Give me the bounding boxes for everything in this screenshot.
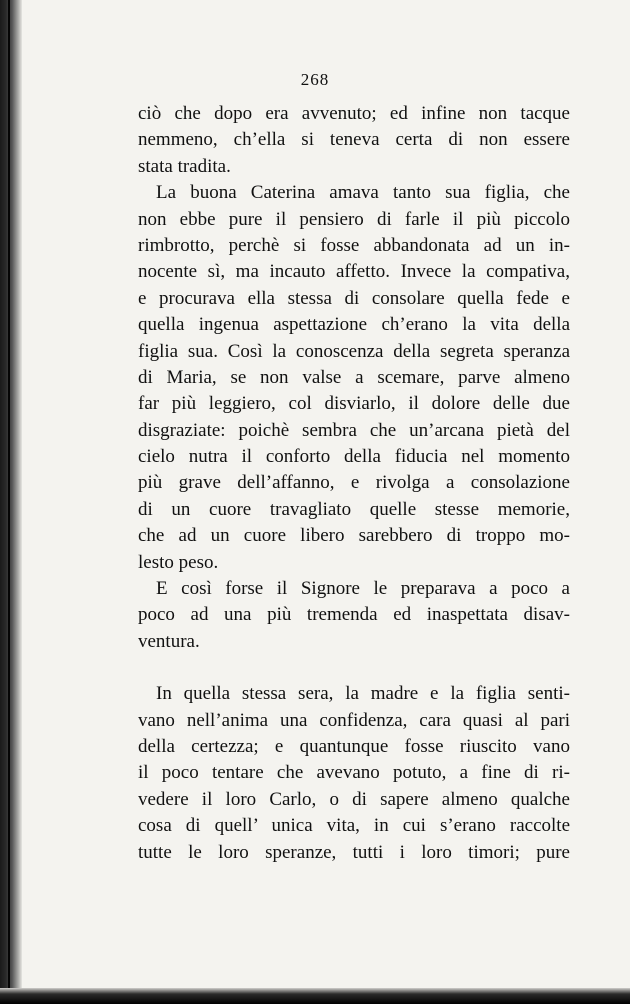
text-line: e procurava ella stessa di consolare quella fede e bbox=[138, 287, 570, 309]
text-line: di un cuore travagliato quelle stesse memorie, bbox=[138, 498, 570, 520]
paragraph bbox=[138, 576, 570, 655]
text-line: ciò che dopo era avvenuto; ed infine non tacque bbox=[138, 103, 570, 124]
text-line: vano nell’anima una confidenza, cara quasi al pari bbox=[138, 709, 570, 731]
text-line: rimbrotto, perchè si fosse abbandonata ad un in- bbox=[138, 234, 570, 256]
book-binding-shadow bbox=[0, 0, 22, 1004]
text-line: stata tradita. bbox=[138, 155, 231, 177]
paragraph bbox=[138, 101, 570, 180]
body-text bbox=[138, 101, 570, 866]
text-line: di Maria, se non valse a scemare, parve almeno bbox=[138, 366, 570, 388]
text-line: nemmeno, ch’ella si teneva certa di non essere bbox=[138, 129, 570, 151]
text-line: non ebbe pure il pensiero di farle il più piccolo bbox=[138, 208, 570, 230]
page-bottom-shadow bbox=[0, 988, 630, 1004]
text-line: La buona Caterina amava tanto sua figlia, che bbox=[156, 182, 570, 204]
binding-edge-line bbox=[8, 0, 10, 1004]
text-line: E così forse il Signore le preparava a poco a bbox=[156, 578, 570, 600]
text-line: figlia sua. Così la conoscenza della segreta speranza bbox=[138, 340, 570, 362]
text-line: far più leggiero, col disviarlo, il dolore delle due bbox=[138, 393, 570, 415]
text-line: tutte le loro speranze, tutti i loro timori; pure bbox=[138, 841, 570, 863]
paragraph bbox=[138, 681, 570, 866]
text-line: vedere il loro Carlo, o di sapere almeno qualche bbox=[138, 788, 570, 810]
page-number: 268 bbox=[300, 70, 330, 89]
text-line: quella ingenua aspettazione ch’erano la vita della bbox=[138, 314, 570, 336]
section-break bbox=[138, 655, 570, 681]
text-line: cielo nutra il conforto della fiducia nel momento bbox=[138, 446, 570, 468]
text-line: più grave dell’affanno, e rivolga a consolazione bbox=[138, 472, 570, 494]
paragraph bbox=[138, 180, 570, 576]
text-line: In quella stessa sera, la madre e la figlia senti- bbox=[156, 683, 570, 705]
text-line: nocente sì, ma incauto affetto. Invece la compativa, bbox=[138, 261, 570, 283]
text-line: cosa di quell’ unica vita, in cui s’erano raccolte bbox=[138, 815, 570, 837]
text-line: ventura. bbox=[138, 630, 200, 652]
text-line: poco ad una più tremenda ed inaspettata disav- bbox=[138, 604, 570, 626]
text-line: che ad un cuore libero sarebbero di troppo mo- bbox=[138, 525, 570, 547]
text-line: disgraziate: poichè sembra che un’arcana pietà del bbox=[138, 419, 570, 441]
text-line: della certezza; e quantunque fosse riuscito vano bbox=[138, 735, 570, 757]
text-line: il poco tentare che avevano potuto, a fine di ri- bbox=[138, 762, 570, 784]
text-line: lesto peso. bbox=[138, 551, 219, 573]
